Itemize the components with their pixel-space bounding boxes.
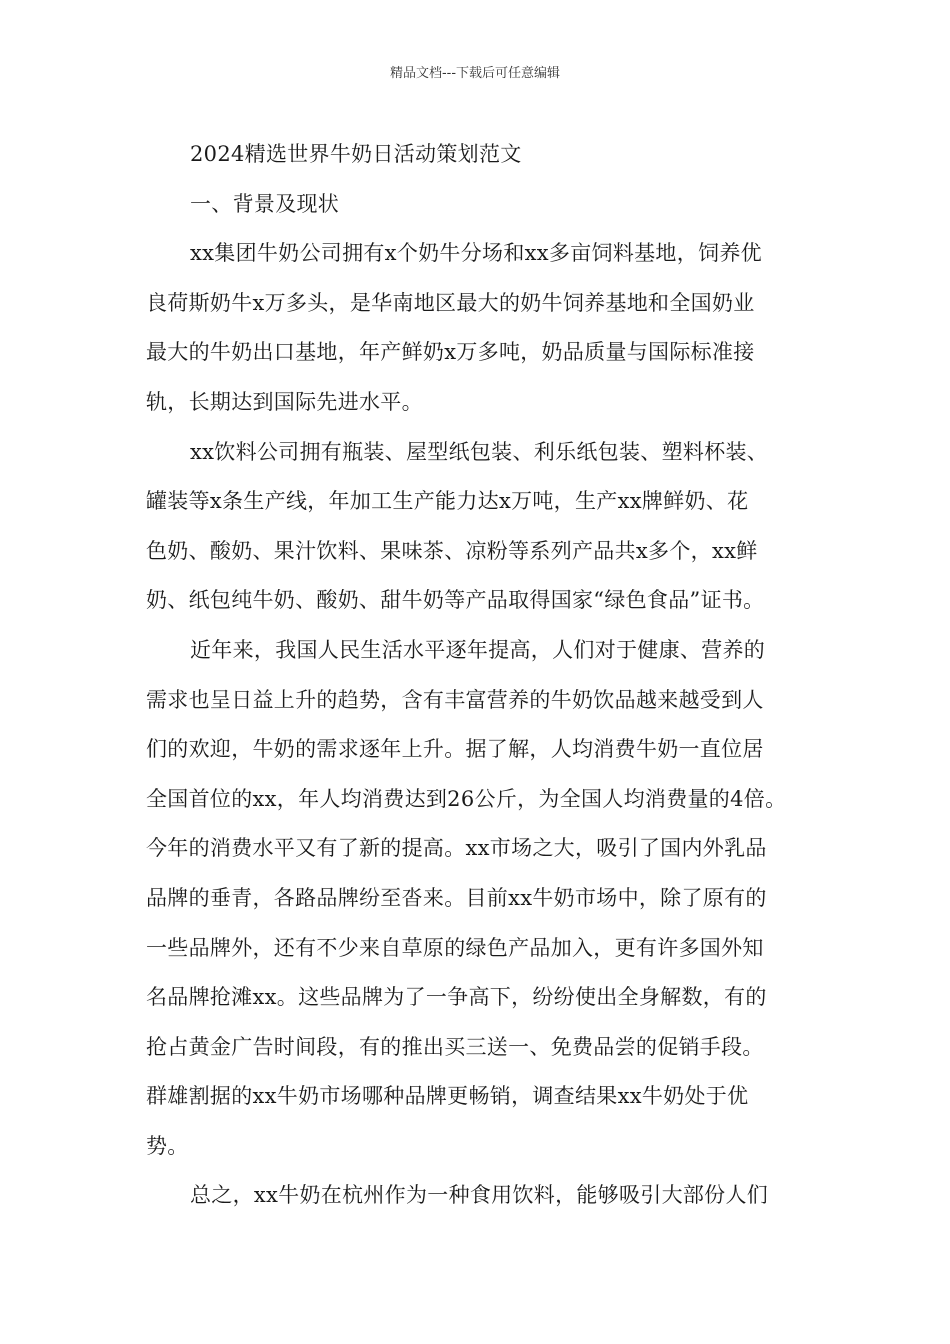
paragraph-line: 近年来，我国人民生活水平逐年提高，人们对于健康、营养的 [190,637,766,662]
paragraph-line: 奶、纸包纯牛奶、酸奶、甜牛奶等产品取得国家“绿色食品”证书。 [146,588,765,613]
section-heading: 一、背景及现状 [190,191,340,216]
paragraph-line: 名品牌抢滩xx。这些品牌为了一争高下，纷纷使出全身解数，有的 [146,985,767,1010]
paragraph-4 [146,1171,814,1221]
paragraph-line: xx饮料公司拥有瓶装、屋型纸包装、利乐纸包装、塑料杯装、 [190,439,769,464]
paragraph-line: 抢占黄金广告时间段，有的推出买三送一、免费品尝的促销手段。 [146,1034,764,1059]
paragraph-line: 需求也呈日益上升的趋势，含有丰富营养的牛奶饮品越来越受到人 [146,687,764,712]
paragraph-line: xx集团牛奶公司拥有x个奶牛分场和xx多亩饲料基地，饲养优 [190,241,762,266]
paragraph-line: 群雄割据的xx牛奶市场哪种品牌更畅销，调查结果xx牛奶处于优 [146,1084,749,1109]
paragraph-line: 最大的牛奶出口基地，年产鲜奶x万多吨，奶品质量与国际标准接 [146,340,755,365]
paragraph-2 [146,428,814,626]
paragraph-line: 一些品牌外，还有不少来自草原的绿色产品加入，更有许多国外知 [146,935,764,960]
paragraph-line: 品牌的垂青，各路品牌纷至沓来。目前xx牛奶市场中，除了原有的 [146,885,767,910]
paragraph-line: 总之，xx牛奶在杭州作为一种食用饮料，能够吸引大部份人们 [190,1183,769,1208]
paragraph-line: 全国首位的xx，年人均消费达到26公斤，为全国人均消费量的4倍。 [146,786,787,811]
paragraph-line: 轨，长期达到国际先进水平。 [146,389,423,414]
document-title: 2024精选世界牛奶日活动策划范文 [190,142,522,166]
page-header: 精品文档---下载后可任意编辑 [389,66,561,81]
paragraph-line: 今年的消费水平又有了新的提高。xx市场之大，吸引了国内外乳品 [146,836,767,861]
paragraph-1 [146,229,814,427]
paragraph-line: 良荷斯奶牛x万多头，是华南地区最大的奶牛饲养基地和全国奶业 [146,290,755,315]
paragraph-3 [146,626,814,1172]
paragraph-line: 色奶、酸奶、果汁饮料、果味茶、凉粉等系列产品共x多个，xx鲜 [146,538,758,563]
paragraph-line: 罐装等x条生产线，年加工生产能力达x万吨，生产xx牌鲜奶、花 [146,489,749,514]
document-body [146,130,814,1221]
paragraph-line: 势。 [146,1133,189,1158]
paragraph-line: 们的欢迎，牛奶的需求逐年上升。据了解，人均消费牛奶一直位居 [146,737,764,762]
